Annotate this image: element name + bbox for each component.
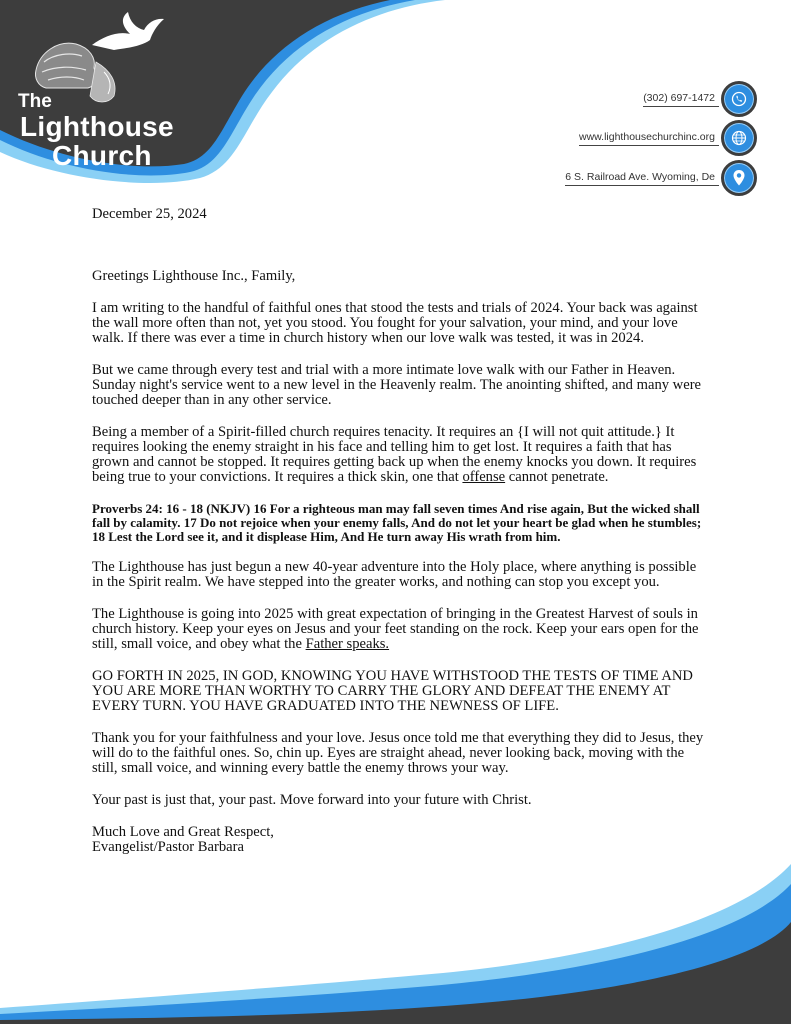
- brand-lighthouse: Lighthouse: [20, 111, 174, 142]
- address-text: 6 S. Railroad Ave. Wyoming, De: [565, 171, 719, 186]
- letter-body: [92, 207, 708, 855]
- paragraph-2: But we came through every test and trial with a more intimate love walk with our Father in Heaven. Sunday night's service went to a new level in the Heavenly realm. The anointing shifted, and many were touched deeper than in any other service.: [92, 362, 702, 408]
- website-text: www.lighthousechurchinc.org: [579, 131, 719, 146]
- paragraph-1: I am writing to the handful of faithful ones that stood the tests and trials of 2024. Your back was against the wall more often than not, yet you stood. You fought for your salvation, your mind, and your love walk. If there was ever a time in church history when our love walk was tested, it was in 2024.: [92, 300, 698, 346]
- location-pin-icon: [721, 160, 757, 196]
- letter-closing: Much Love and Great Respect,: [92, 824, 274, 840]
- phone-text: (302) 697-1472: [643, 92, 719, 107]
- letter-signature: Evangelist/Pastor Barbara: [92, 839, 244, 855]
- brand-church: Church: [52, 140, 152, 171]
- letter-date: December 25, 2024: [92, 206, 207, 222]
- brand-the: The: [18, 91, 52, 112]
- paragraph-7: Thank you for your faithfulness and your love. Jesus once told me that everything they did to Jesus, they will do to the faithful ones. So, chin up. Eyes are straight ahead, never looking back, moving with the still, small voice, and winning every battle the enemy throws your way.: [92, 730, 704, 776]
- paragraph-8: Your past is just that, your past. Move forward into your future with Christ.: [92, 792, 532, 808]
- contact-address: [565, 160, 757, 196]
- paragraph-3: [92, 425, 708, 485]
- paragraph-5-text: The Lighthouse is going into 2025 with great expectation of bringing in the Greatest Harvest of souls in church history. Keep your eyes on Jesus and your feet standing on the rock. Keep your ears open for the still, small voice, and obey what the: [92, 606, 699, 652]
- scripture-verse: Proverbs 24: 16 - 18 (NKJV) 16 For a righteous man may fall seven times And rise again, But the wicked shall fall by calamity. 17 Do not rejoice when your enemy falls, And do not let your heart be glad when he stumbles; 18 Lest the Lord see it, and it displease Him, And He turn away His wrath from him.: [92, 501, 702, 544]
- paragraph-4: The Lighthouse has just begun a new 40-year adventure into the Holy place, where anything is possible in the Spirit realm. We have stepped into the greater works, and nothing can stop you except you.: [92, 559, 697, 590]
- contact-website: [579, 120, 757, 156]
- footer-background: [0, 850, 791, 1024]
- phone-icon: [721, 81, 757, 117]
- paragraph-3-end: cannot penetrate.: [505, 469, 609, 485]
- underlined-offense: offense: [462, 469, 506, 485]
- paragraph-5: [92, 607, 708, 652]
- paragraph-6-caps: GO FORTH IN 2025, IN GOD, KNOWING YOU HAVE WITHSTOOD THE TESTS OF TIME AND YOU ARE MORE THAN WORTHY TO CARRY THE GLORY AND DEFEAT THE ENEMY AT EVERY TURN. YOU HAVE GRADUATED INTO THE NEWNESS OF LIFE.: [92, 668, 693, 714]
- church-brand: [18, 92, 174, 170]
- globe-icon: [721, 120, 757, 156]
- letter-greeting: Greetings Lighthouse Inc., Family,: [92, 268, 296, 284]
- underlined-father-speaks: Father speaks.: [305, 636, 390, 652]
- contact-phone: [643, 81, 757, 117]
- paragraph-3-text: Being a member of a Spirit-filled church requires tenacity. It requires an {I will not quit attitude.} It requires looking the enemy straight in his face and telling him to get lost. It requires a faith that has grown and cannot be stopped. It requires getting back up when the enemy knocks you down. It requires being true to your convictions. It requires a thick skin, one that: [92, 424, 697, 485]
